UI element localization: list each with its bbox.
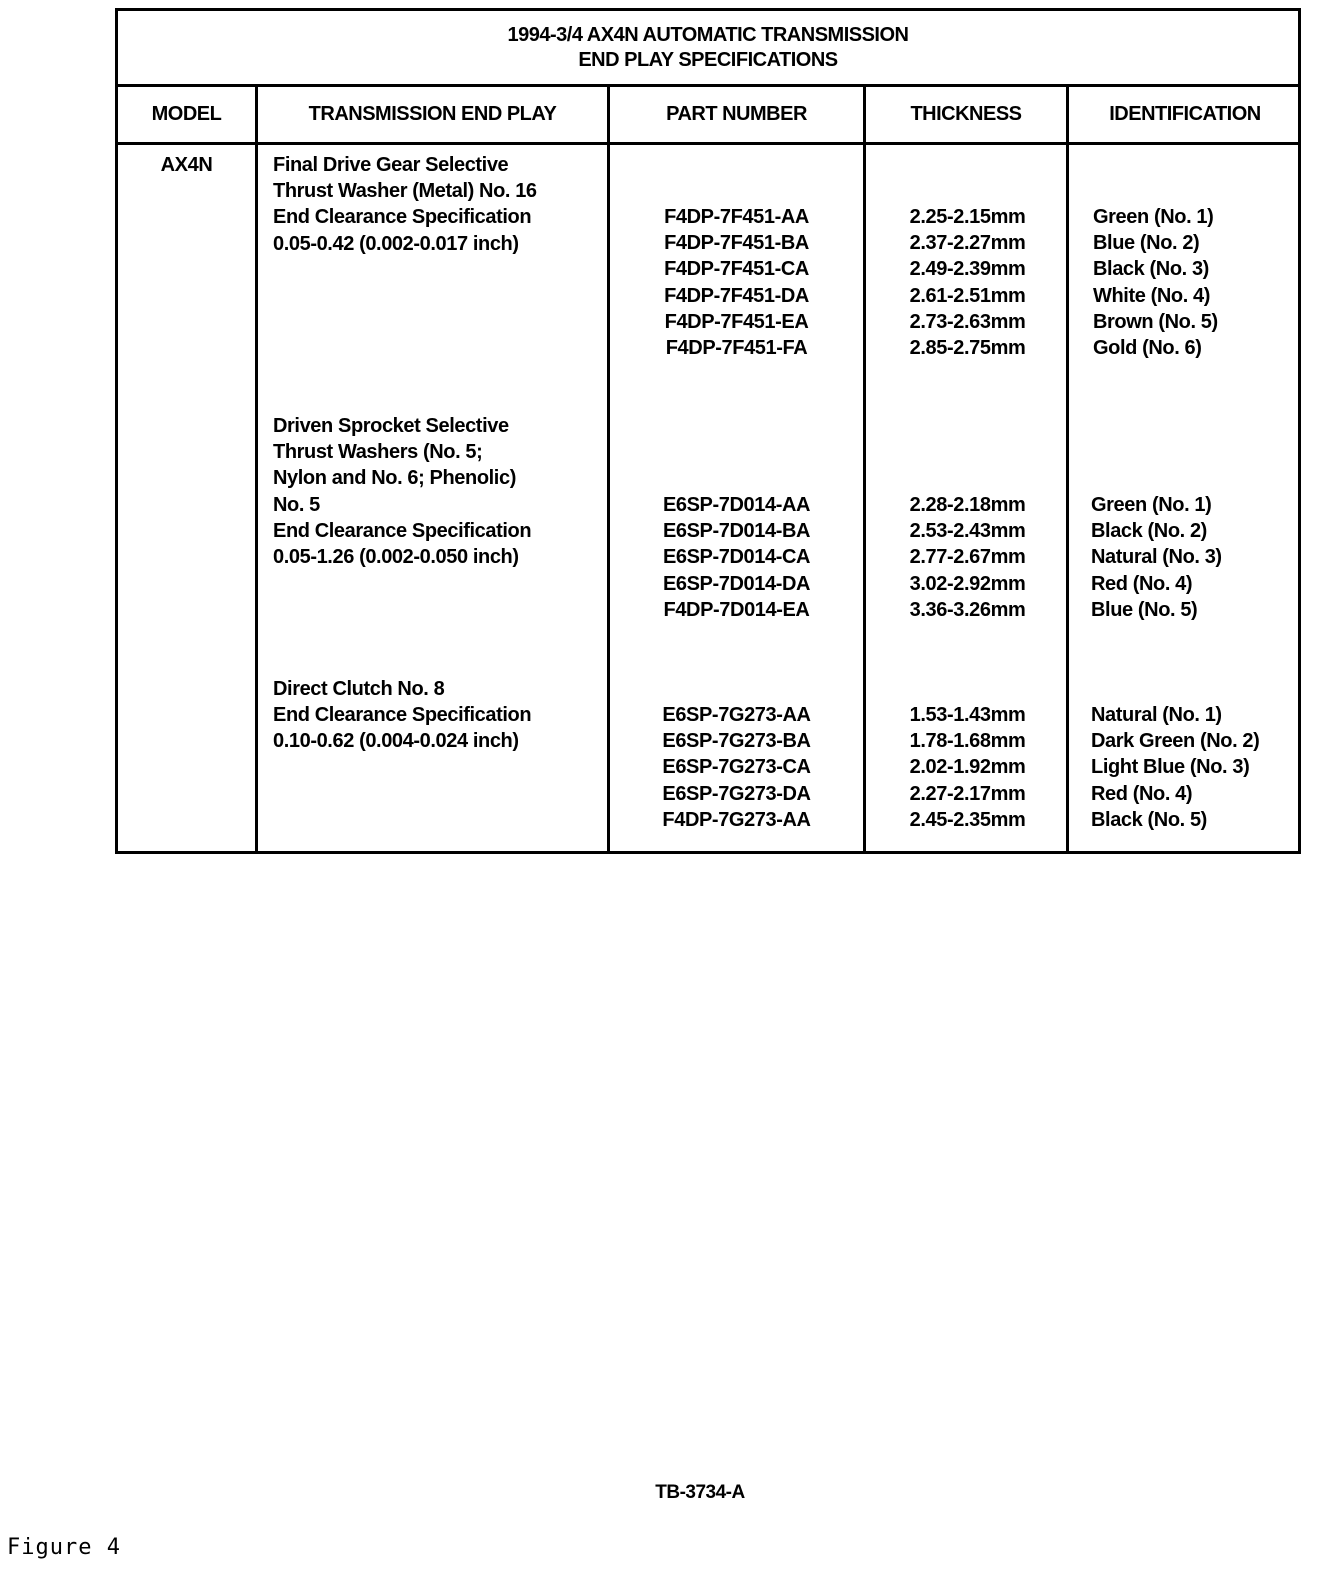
description-line: End Clearance Specification [273,519,532,542]
thickness-value: 2.02-1.92mm [909,756,1026,779]
end-play-spec-table [115,8,1301,854]
identification-value: Dark Green (No. 2) [1091,730,1260,753]
thickness-value: 1.78-1.68mm [909,730,1026,753]
identification-value: Green (No. 1) [1091,494,1212,516]
identification-value: Black (No. 2) [1091,520,1207,543]
identification-value: Blue (No. 2) [1093,232,1200,255]
part-number: F4DP-7G273-AA [662,808,811,831]
identification-value: Light Blue (No. 3) [1091,756,1250,779]
column-divider [255,87,258,851]
part-number: E6SP-7G273-AA [662,704,811,726]
part-number: F4DP-7D014-EA [663,598,810,621]
thickness-value: 2.37-2.27mm [909,232,1026,255]
column-divider [1066,87,1069,851]
description-line: End Clearance Specification [273,206,532,229]
table-header-row [118,87,1298,145]
thickness-value: 1.53-1.43mm [909,704,1026,726]
thickness-value: 2.27-2.17mm [909,782,1026,805]
identification-value: Gold (No. 6) [1093,336,1202,359]
part-number: E6SP-7G273-CA [662,756,811,779]
description-line: 0.10-0.62 (0.004-0.024 inch) [273,730,519,753]
group-3-description [273,676,531,755]
identification-value: Red (No. 4) [1091,782,1193,805]
description-line: Final Drive Gear Selective [273,154,509,176]
group-1-thickness [869,204,1066,361]
identification-value: Natural (No. 1) [1091,704,1222,726]
part-number: E6SP-7G273-DA [662,782,811,805]
header-model: MODEL [151,103,222,125]
part-number: E6SP-7D014-DA [662,572,811,595]
part-number: F4DP-7F451-BA [664,232,809,255]
drawing-number: TB-3734-A [655,1482,745,1503]
group-1-description [273,152,537,257]
identification-value: Black (No. 5) [1091,808,1207,831]
header-identification: IDENTIFICATION [1109,103,1261,125]
description-line: Thrust Washers (No. 5; [273,441,483,464]
thickness-value: 2.61-2.51mm [909,284,1026,307]
thickness-value: 2.85-2.75mm [909,336,1026,359]
thickness-value: 2.53-2.43mm [909,520,1026,543]
description-line: Driven Sprocket Selective [273,415,509,437]
part-number: F4DP-7F451-EA [664,310,809,333]
identification-value: White (No. 4) [1093,284,1211,307]
header-transmission-end-play: TRANSMISSION END PLAY [308,103,557,125]
description-line: 0.05-0.42 (0.002-0.017 inch) [273,232,519,255]
description-line: 0.05-1.26 (0.002-0.050 inch) [273,545,519,568]
thickness-value: 2.45-2.35mm [909,808,1026,831]
part-number: F4DP-7F451-CA [664,258,809,281]
description-line: Nylon and No. 6; Phenolic) [273,467,516,490]
model-cell [118,152,255,178]
thickness-value: 3.36-3.26mm [909,598,1026,621]
thickness-value: 2.77-2.67mm [909,546,1026,569]
model-value: AX4N [160,154,213,176]
part-number: E6SP-7D014-AA [662,494,811,516]
identification-value: Black (No. 3) [1093,258,1209,281]
thickness-value: 3.02-2.92mm [909,572,1026,595]
identification-value: Blue (No. 5) [1091,598,1198,621]
identification-value: Natural (No. 3) [1091,546,1222,569]
figure-label: Figure 4 [7,1535,121,1560]
identification-value: Brown (No. 5) [1093,310,1218,333]
group-2-thickness [869,492,1066,623]
group-2-description [273,413,531,570]
table-title-line-1: 1994-3/4 AX4N AUTOMATIC TRANSMISSION [507,23,909,46]
group-1-identification [1093,204,1218,361]
description-line: Direct Clutch No. 8 [273,678,445,700]
part-number: F4DP-7F451-DA [664,284,809,307]
header-thickness: THICKNESS [910,103,1022,125]
thickness-value: 2.73-2.63mm [909,310,1026,333]
thickness-value: 2.25-2.15mm [909,206,1026,228]
group-2-identification [1091,492,1222,623]
thickness-value: 2.49-2.39mm [909,258,1026,281]
part-number: E6SP-7D014-BA [662,520,811,543]
group-3-thickness [869,702,1066,833]
group-2-part-numbers [610,492,863,623]
table-title-line-2: END PLAY SPECIFICATIONS [578,48,838,71]
part-number: E6SP-7D014-CA [662,546,811,569]
group-3-identification [1091,702,1259,833]
header-part-number: PART NUMBER [666,103,807,125]
column-divider [863,87,866,851]
identification-value: Red (No. 4) [1091,572,1193,595]
description-line: Thrust Washer (Metal) No. 16 [273,180,537,203]
group-1-part-numbers [610,204,863,361]
table-title [118,11,1298,87]
part-number: F4DP-7F451-AA [664,206,809,228]
description-line: No. 5 [273,493,320,516]
description-line: End Clearance Specification [273,704,532,727]
part-number: E6SP-7G273-BA [662,730,811,753]
identification-value: Green (No. 1) [1093,206,1214,228]
thickness-value: 2.28-2.18mm [909,494,1026,516]
group-3-part-numbers [610,702,863,833]
part-number: F4DP-7F451-FA [665,336,808,359]
